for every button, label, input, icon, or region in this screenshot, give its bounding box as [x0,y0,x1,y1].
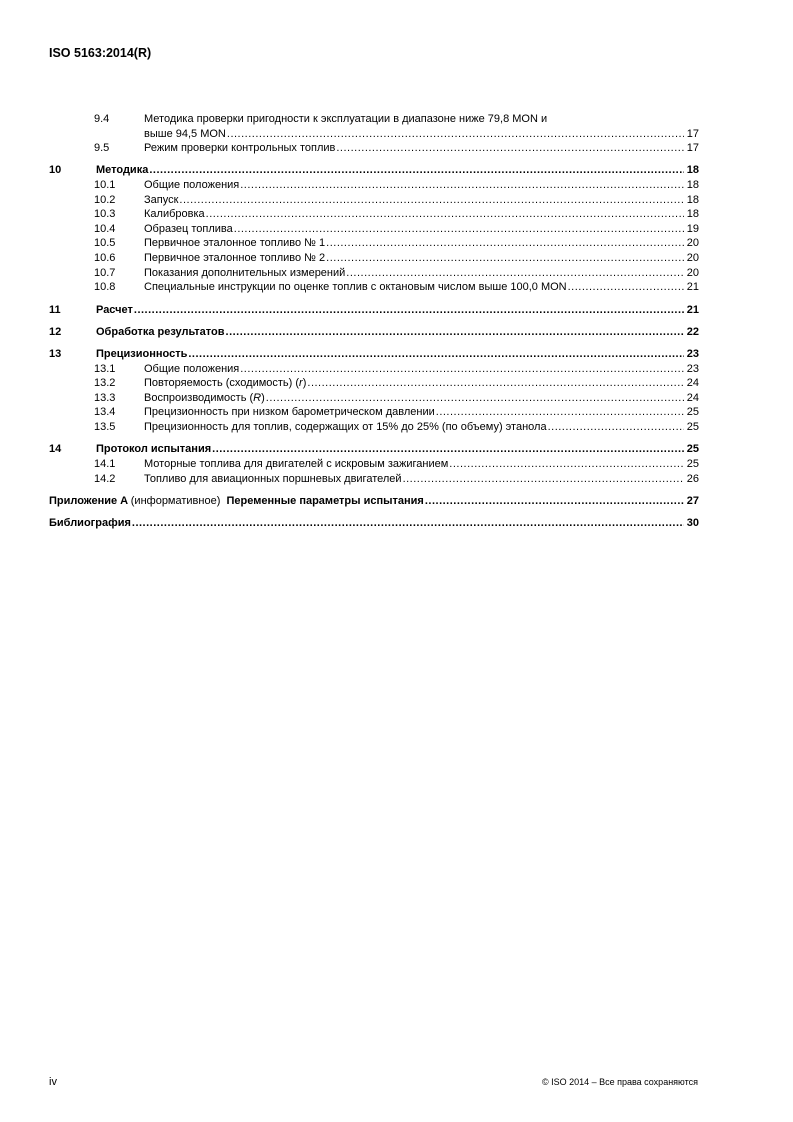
toc-entry-10-3[interactable] [49,207,699,222]
toc-page: 20 [686,266,699,279]
toc-number: 10.6 [94,252,116,265]
toc-entry-13[interactable] [49,347,699,362]
toc-title: выше 94,5 MON [144,127,226,140]
toc-leader [134,303,684,318]
appendix-label: Приложение A [49,494,128,507]
toc-title: Моторные топлива для двигателей с искровым зажиганием [144,457,449,470]
toc-page: 30 [686,517,699,530]
toc-title-variable: r [299,377,303,390]
toc-number: 10.7 [94,266,116,279]
toc-title [144,376,306,391]
toc-number: 13.3 [94,391,116,404]
toc-title-text: Повторяемость (сходимость) ( [144,377,300,390]
toc-title: Расчет [96,303,133,316]
toc-title-text: Воспроизводимость ( [144,391,254,404]
toc-number: 14.2 [94,472,116,485]
toc-title: Специальные инструкции по оценке топлив с октановым числом выше 100,0 MON [144,281,567,294]
toc-title: Общие положения [144,179,240,192]
toc-page: 25 [686,443,699,456]
toc-page: 18 [686,193,699,206]
toc-entry-10-4[interactable] [49,222,699,237]
toc-number: 13.2 [94,377,116,390]
toc-title: Обработка результатов [96,325,225,338]
toc-page: 18 [686,164,699,177]
toc-page: 25 [686,457,699,470]
toc-leader [449,457,683,472]
toc-page: 25 [686,406,699,419]
toc-entry-10[interactable] [49,163,699,178]
toc-title: Образец топлива [144,222,233,235]
toc-entry-10-5[interactable] [49,236,699,251]
appendix-note: (информативное) [130,494,221,507]
toc-number: 10.4 [94,222,116,235]
toc-title: Протокол испытания [96,443,212,456]
toc-page: 27 [686,494,699,507]
toc-title-text-end: ) [261,391,265,404]
toc-leader [326,236,684,251]
toc-entry-14-1[interactable] [49,457,699,472]
toc-leader [212,442,684,457]
toc-title: Первичное эталонное топливо № 1 [144,237,326,250]
toc-title-text-end: ) [302,377,307,390]
toc-leader [326,251,684,266]
toc-entry-12[interactable] [49,325,699,340]
toc-title: Режим проверки контрольных топлив [144,142,336,155]
toc-page: 18 [686,179,699,192]
toc-entry-9-5[interactable] [49,141,699,156]
toc-leader [336,141,683,156]
toc-entry-10-1[interactable] [49,178,699,193]
toc-leader [346,266,683,281]
toc-number: 10.2 [94,193,116,206]
toc-entry-10-8[interactable] [49,280,699,295]
toc-page: 17 [686,127,699,140]
toc-title-variable: R [253,391,262,404]
toc-number: 13.1 [94,362,116,375]
toc-number: 10.8 [94,281,116,294]
toc-entry-13-4[interactable] [49,405,699,420]
page-number: iv [49,1076,57,1088]
toc-page: 20 [686,252,699,265]
toc-leader [266,391,684,406]
toc-page: 20 [686,237,699,250]
toc-number: 10.5 [94,237,116,250]
toc-page: 24 [686,377,699,390]
toc-leader [548,420,684,435]
toc-number: 10.3 [94,208,116,221]
toc-page: 18 [686,208,699,221]
toc-leader [234,222,684,237]
toc-entry-appendix-a[interactable] [49,494,699,509]
toc-entry-9-4-cont[interactable] [49,127,699,142]
toc-leader [425,494,684,509]
toc-title: Первичное эталонное топливо № 2 [144,252,326,265]
toc-page: 23 [686,348,699,361]
toc-page: 19 [686,222,699,235]
toc-entry-13-1[interactable] [49,362,699,377]
copyright-notice: © ISO 2014 – Все права сохраняются [541,1077,698,1087]
toc-title: Прецизионность для топлив, содержащих от 15% до 25% (по объему) этанола [144,421,547,434]
toc-title [144,391,265,406]
toc-page: 26 [686,472,699,485]
toc-entry-14[interactable] [49,442,699,457]
toc-leader [240,178,684,193]
toc-title: Библиография [49,517,131,530]
toc-number: 10 [49,164,62,177]
toc-number: 10.1 [94,179,116,192]
toc-page: 23 [686,362,699,375]
toc-number: 9.5 [94,142,110,155]
toc-leader [149,163,683,178]
toc-entry-13-2[interactable] [49,376,699,391]
toc-number: 14 [49,443,62,456]
toc-leader [307,376,683,391]
toc-title: Калибровка [144,208,205,221]
toc-number: 13.5 [94,421,116,434]
toc-number: 11 [49,303,61,316]
toc-title: Методика проверки пригодности к эксплуатации в диапазоне ниже 79,8 MON и [144,113,548,125]
toc-title: Топливо для авиационных поршневых двигателей [144,472,402,485]
toc-title: Прецизионность при низком барометрическом давлении [144,406,435,419]
toc-entry-11[interactable] [49,303,699,318]
toc-entry-10-6[interactable] [49,251,699,266]
document-header: ISO 5163:2014(R) [49,46,152,60]
toc-leader [436,405,684,420]
toc-page: 21 [686,303,699,316]
toc-title: Прецизионность [96,348,188,361]
toc-title: Методика [96,164,149,177]
toc-page: 22 [686,325,699,338]
toc-number: 13 [49,348,62,361]
toc-leader [188,347,683,362]
table-of-contents [49,112,699,531]
toc-title [49,494,424,509]
toc-number: 13.4 [94,406,116,419]
toc-leader [227,127,684,142]
toc-leader [240,362,684,377]
toc-leader [226,325,684,340]
toc-title: Показания дополнительных измерений [144,266,346,279]
toc-number: 12 [49,325,62,338]
toc-entry-13-3[interactable] [49,391,699,406]
appendix-title: Переменные параметры испытания [226,494,424,507]
toc-page: 21 [686,281,699,294]
toc-entry-9-4[interactable] [49,112,699,127]
toc-page: 25 [686,421,699,434]
toc-entry-10-7[interactable] [49,266,699,281]
toc-number: 9.4 [94,113,110,125]
toc-entry-14-2[interactable] [49,472,699,487]
toc-leader [568,280,684,295]
toc-page: 17 [686,142,699,155]
toc-leader [132,516,684,531]
toc-entry-10-2[interactable] [49,193,699,208]
toc-title: Запуск [144,193,179,206]
toc-leader [206,207,684,222]
toc-leader [403,472,684,487]
toc-title: Общие положения [144,362,240,375]
toc-number: 14.1 [94,457,116,470]
toc-entry-13-5[interactable] [49,420,699,435]
toc-leader [179,193,683,208]
toc-page: 24 [686,391,699,404]
toc-entry-bibliography[interactable] [49,516,699,531]
